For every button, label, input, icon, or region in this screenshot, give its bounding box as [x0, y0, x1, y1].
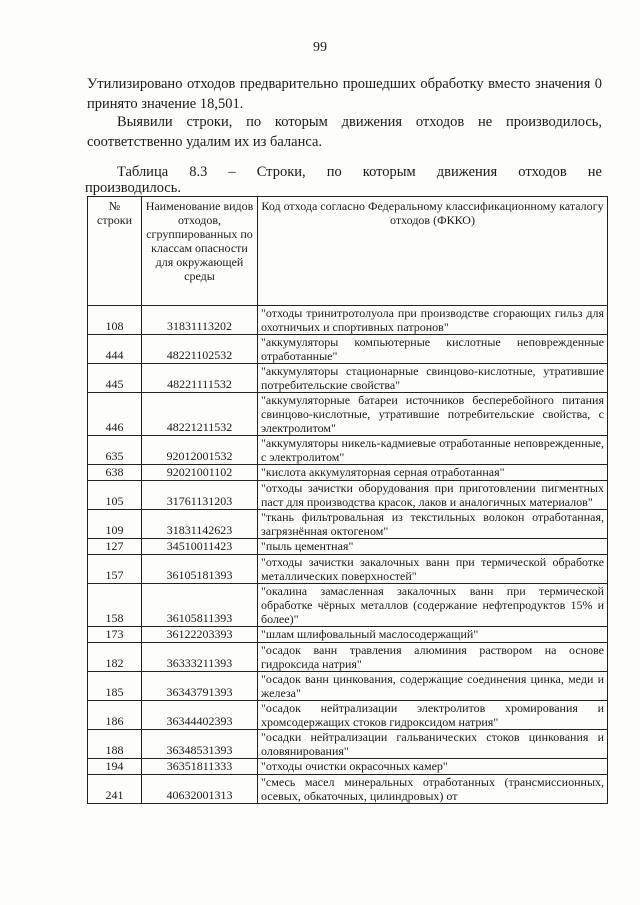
waste-description: "аккумуляторные батареи источников бесперебойного питания свинцово-кислотные, утратившие потребительские свойства, с электролитом": [258, 393, 608, 436]
table-row: [88, 539, 608, 555]
row-number: 188: [88, 730, 142, 759]
waste-code: 48221211532: [142, 393, 258, 436]
waste-code: 36343791393: [142, 672, 258, 701]
row-number: 108: [88, 306, 142, 335]
waste-code: 48221102532: [142, 335, 258, 364]
row-number: 109: [88, 510, 142, 539]
row-number: 444: [88, 335, 142, 364]
table-row: [88, 730, 608, 759]
row-number: 635: [88, 436, 142, 465]
waste-code: 31831142623: [142, 510, 258, 539]
waste-code: 36344402393: [142, 701, 258, 730]
page-number: 99: [313, 40, 327, 55]
waste-description: "отходы очистки окрасочных камер": [258, 759, 608, 775]
waste-code: 40632001313: [142, 775, 258, 804]
waste-description: "аккумуляторы компьютерные кислотные неповрежденные отработанные": [258, 335, 608, 364]
waste-description: "осадок ванн цинкования, содержащие соединения цинка, меди и железа": [258, 672, 608, 701]
waste-description: "смесь масел минеральных отработанных (трансмиссионных, осевых, обкаточных, цилиндровых) от: [258, 775, 608, 804]
waste-code: 36333211393: [142, 643, 258, 672]
caption-word: которым: [362, 164, 416, 180]
row-number: 638: [88, 465, 142, 481]
row-number: 173: [88, 627, 142, 643]
table-row: [88, 335, 608, 364]
waste-description: "аккумуляторы никель-кадмиевые отработанные неповрежденные, с электролитом": [258, 436, 608, 465]
row-number: 446: [88, 393, 142, 436]
waste-description: "пыль цементная": [258, 539, 608, 555]
row-number: 127: [88, 539, 142, 555]
waste-code: 31761131203: [142, 481, 258, 510]
waste-description: "осадок ванн травления алюминия раствором на основе гидроксида натрия": [258, 643, 608, 672]
waste-description: "ткань фильтровальная из текстильных волокон отработанная, загрязнённая октогеном": [258, 510, 608, 539]
caption-continuation: производилось.: [85, 180, 181, 196]
waste-description: "осадки нейтрализации гальванических стоков цинкования и оловянирования": [258, 730, 608, 759]
waste-code: 31831113202: [142, 306, 258, 335]
waste-code: 92012001532: [142, 436, 258, 465]
table-row: [88, 643, 608, 672]
caption-word: по: [326, 164, 342, 180]
waste-description: "окалина замасленная закалочных ванн при термической обработке чёрных металлов (содержание нефтепродуктов 15% и более)": [258, 584, 608, 627]
waste-description: "осадок нейтрализации электролитов хромирования и хромсодержащих стоков гидроксидом натрия": [258, 701, 608, 730]
row-number: 186: [88, 701, 142, 730]
table-row: [88, 510, 608, 539]
table-row: [88, 306, 608, 335]
waste-code: 36122203393: [142, 627, 258, 643]
table-row: [88, 775, 608, 804]
table-row: [88, 759, 608, 775]
row-number: 185: [88, 672, 142, 701]
paragraph-removed-rows: Выявили строки, по которым движения отходов не производилось, соответственно удалим их из баланса.: [87, 114, 602, 150]
row-number: 157: [88, 555, 142, 584]
waste-code: 36348531393: [142, 730, 258, 759]
waste-code: 36105811393: [142, 584, 258, 627]
table-caption: [87, 162, 602, 198]
waste-code: 36351811333: [142, 759, 258, 775]
caption-label: Таблица: [117, 164, 169, 180]
table-row: [88, 627, 608, 643]
waste-table: [87, 196, 608, 804]
table-row: [88, 555, 608, 584]
row-number: 105: [88, 481, 142, 510]
caption-word: не: [587, 164, 602, 180]
row-number: 182: [88, 643, 142, 672]
paragraph-recycled-waste: Утилизировано отходов предварительно прошедших обработку вместо значения 0 принято значение 18,501.: [87, 76, 602, 112]
caption-number: 8.3: [189, 164, 208, 180]
header-fkko-code: Код отхода согласно Федеральному классификационному каталогу отходов (ФККО): [258, 197, 608, 306]
waste-code: 48221111532: [142, 364, 258, 393]
table-body: [88, 306, 608, 804]
header-row-number: № строки: [88, 197, 142, 306]
table-row: [88, 672, 608, 701]
row-number: 445: [88, 364, 142, 393]
row-number: 241: [88, 775, 142, 804]
table-row: [88, 701, 608, 730]
table-row: [88, 436, 608, 465]
waste-description: "аккумуляторы стационарные свинцово-кислотные, утратившие потребительские свойства": [258, 364, 608, 393]
waste-code: 36105181393: [142, 555, 258, 584]
waste-description: "отходы тринитротолуола при производстве сгорающих гильз для охотничьих и спортивных патронов": [258, 306, 608, 335]
caption-dash: –: [228, 164, 236, 180]
table-row: [88, 584, 608, 627]
waste-code: 34510011423: [142, 539, 258, 555]
table-row: [88, 465, 608, 481]
waste-description: "отходы зачистки закалочных ванн при термической обработке металлических поверхностей": [258, 555, 608, 584]
table-row: [88, 364, 608, 393]
row-number: 158: [88, 584, 142, 627]
waste-code: 92021001102: [142, 465, 258, 481]
table-row: [88, 481, 608, 510]
table-row: [88, 393, 608, 436]
row-number: 194: [88, 759, 142, 775]
table-header-row: [88, 197, 608, 306]
waste-description: "шлам шлифовальный маслосодержащий": [258, 627, 608, 643]
caption-word: Строки,: [256, 164, 306, 180]
caption-word: отходов: [518, 164, 567, 180]
caption-word: движения: [436, 164, 498, 180]
header-waste-type: Наименование видов отходов, сгруппированных по классам опасности для окружающей среды: [142, 197, 258, 306]
waste-description: "отходы зачистки оборудования при приготовлении пигментных паст для производства красок, лаков и аналогичных материалов": [258, 481, 608, 510]
waste-description: "кислота аккумуляторная серная отработанная": [258, 465, 608, 481]
